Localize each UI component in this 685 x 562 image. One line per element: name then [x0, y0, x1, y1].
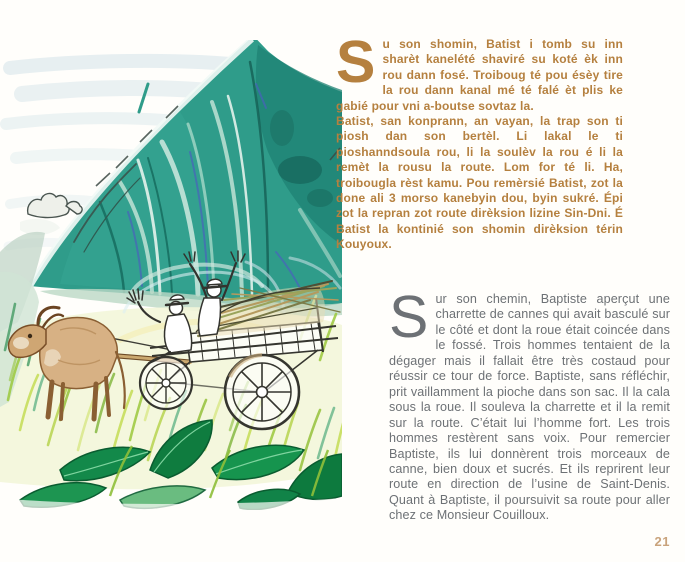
- french-drop-cap: S: [389, 284, 429, 350]
- french-story-text: [389, 284, 670, 524]
- french-paragraph: [389, 284, 670, 524]
- creole-paragraph-1-text: u son shomin, Batist i tomb su inn sharèt kanelété shaviré su koté èk inn rou dann fosé. Troiboug té pou ésèy tire la rou dann kanal mé té falé èt plis ke gabié pour vni a-boutse sovtaz la.: [336, 37, 623, 113]
- creole-paragraph-1: [336, 29, 623, 114]
- page-number: 21: [654, 534, 670, 549]
- creole-paragraph-2: Batist, san konprann, an vayan, la trap son ti piosh dan son bertèl. Li lakal le ti pioshanndsoula rou, li la soulèv la rou é li la remèt la rousu la route. Lom for té li. Ha, troibougla rèst kamu. Pou remèrsié Batist, zot la done ali 3 morso kanebyin dou, byin sukré. Épi zot la repran zot route dirèksion lizine Sin-Dni. É Batist la kontinié son shomin dirèksion térin Kouyoux.: [336, 114, 623, 252]
- creole-drop-cap: S: [336, 29, 376, 95]
- creole-story-text: [336, 29, 623, 253]
- french-paragraph-text: ur son chemin, Baptiste aperçut une charrette de cannes qui avait basculé sur le côté et dont la roue était coincée dans le fossé. Trois hommes tentaient de la dégager mais il fallait être très costaud pour réussir ce tour de force. Baptiste, sans réfléchir, prit vaillamment la pioche dans son sac. Il la cala sous la roue. Il souleva la charrette et il la remit sur la route. C’était lui l’homme fort. Les trois hommes restèrent sans voix. Pour remercier Baptiste, ils lui donnèrent trois morceaux de canne, bien doux et sucrés. Et ils reprirent leur route en direction de l’usine de Saint-Denis. Quant à Baptiste, il poursuivit sa route pour aller chez ce Monsieur Couilloux.: [389, 292, 670, 523]
